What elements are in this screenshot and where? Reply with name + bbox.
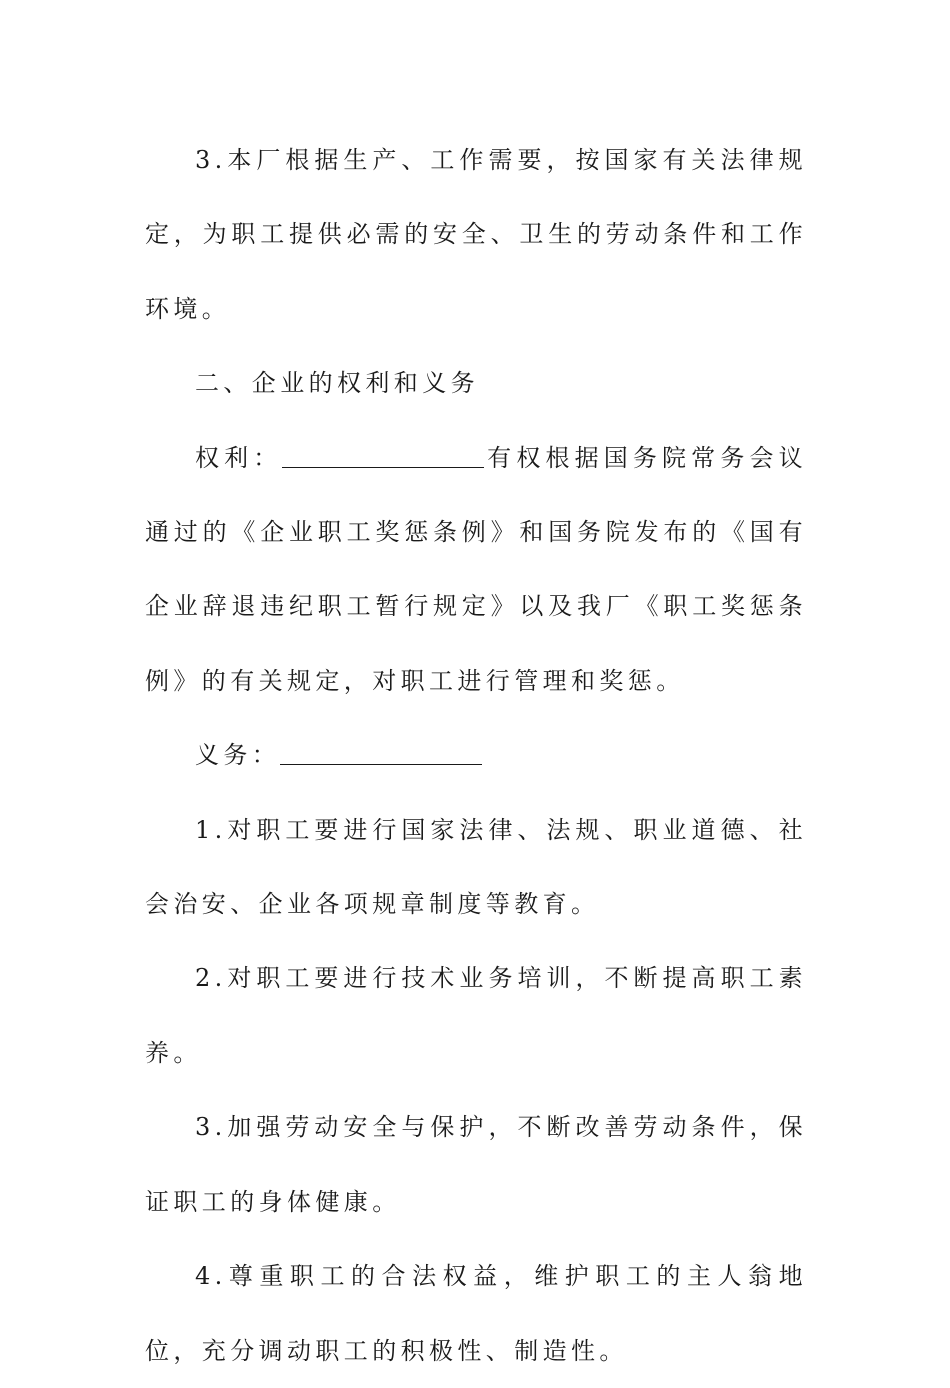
obligations-blank-field[interactable] — [280, 740, 482, 765]
rights-blank-field[interactable] — [282, 443, 484, 468]
paragraph-item-3-conditions: 3.本厂根据生产、工作需要，按国家有关法律规定，为职工提供必需的安全、卫生的劳动条件和工作环境。 — [145, 146, 807, 323]
rights-text: 有权根据国务院常务会议通过的《企业职工奖惩条例》和国务院发布的《国有企业辞退违纪职工暂行规定》以及我厂《职工奖惩条例》的有关规定，对职工进行管理和奖惩。 — [145, 443, 808, 695]
section-heading-rights-obligations: 二、企业的权利和义务 — [195, 369, 479, 398]
paragraph-obligations — [145, 718, 807, 792]
paragraph-rights — [145, 421, 807, 719]
document-body — [145, 123, 807, 1388]
paragraph-obligation-4: 4.尊重职工的合法权益，维护职工的主人翁地位，充分调动职工的积极性、制造性。 — [145, 1262, 807, 1365]
paragraph-obligation-1: 1.对职工要进行国家法律、法规、职业道德、社会治安、企业各项规章制度等教育。 — [145, 815, 807, 919]
obligations-label: 义务： — [195, 741, 281, 770]
paragraph-obligation-2: 2.对职工要进行技术业务培训，不断提高职工素养。 — [145, 964, 807, 1067]
rights-label: 权利： — [195, 443, 283, 472]
paragraph-obligation-3: 3.加强劳动安全与保护，不断改善劳动条件，保证职工的身体健康。 — [145, 1113, 807, 1216]
